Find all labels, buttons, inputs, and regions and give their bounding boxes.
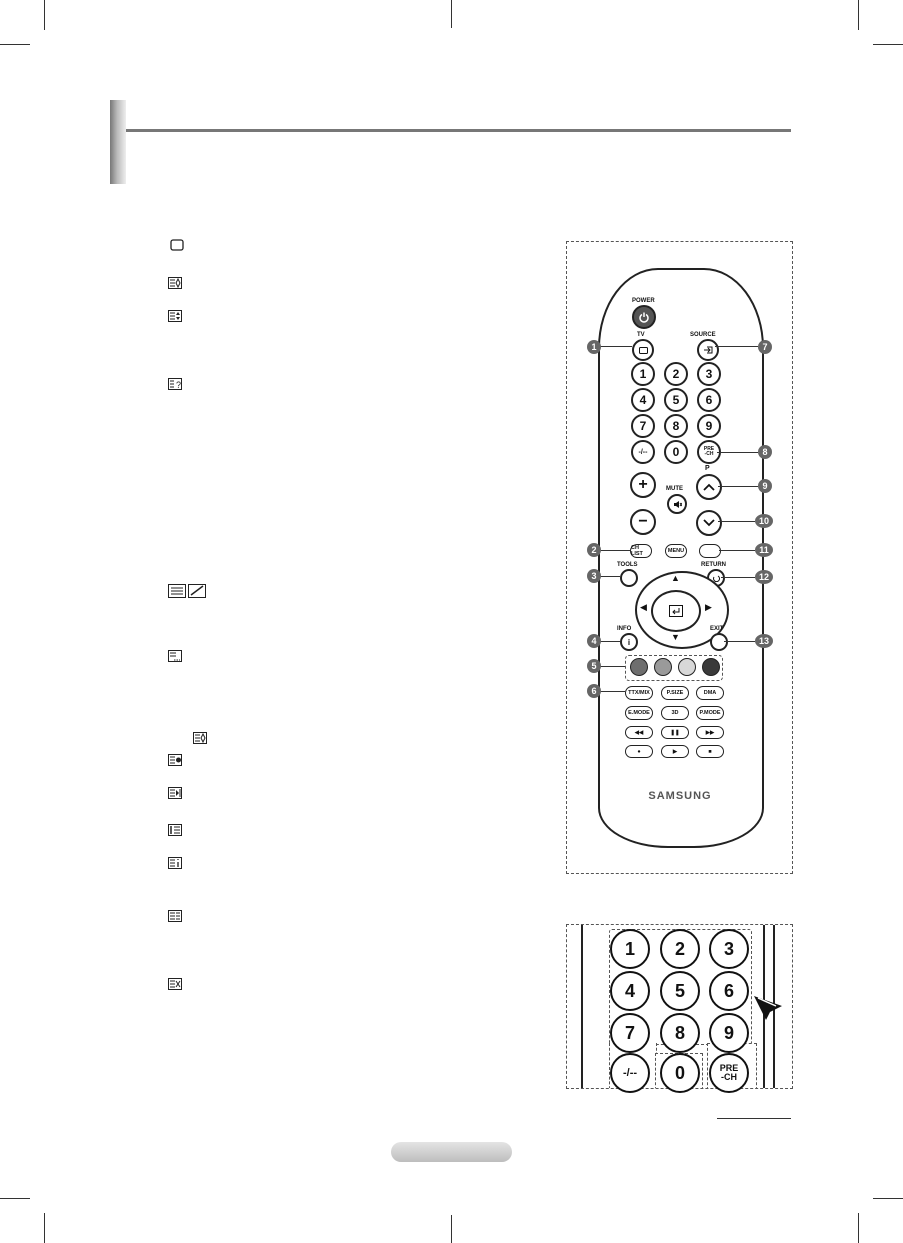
tv-mode-icon — [170, 239, 184, 251]
digit-5-button[interactable]: 5 — [664, 388, 688, 412]
zoom-digit-2-button[interactable]: 2 — [660, 929, 700, 969]
callout-11: 11 — [755, 543, 773, 557]
pointer-arrow-icon — [752, 990, 784, 1027]
crop-mark — [44, 1213, 45, 1243]
zoom-digit-9-button[interactable]: 9 — [709, 1013, 749, 1053]
digit-0-button[interactable]: 0 — [664, 440, 688, 464]
teletext-size-alt-icon — [168, 910, 182, 922]
teletext-cancel-icon — [168, 650, 182, 662]
callout-4: 4 — [587, 634, 601, 648]
svg-text:?: ? — [176, 380, 182, 390]
callout-13: 13 — [755, 634, 773, 648]
callout-line — [599, 641, 620, 642]
page-number-pill — [391, 1142, 512, 1162]
digit-9-button[interactable]: 9 — [697, 414, 721, 438]
channel-down-button[interactable] — [696, 510, 722, 536]
callout-line — [599, 550, 630, 551]
zoom-digit-7-button[interactable]: 7 — [610, 1013, 650, 1053]
crop-mark — [858, 0, 859, 30]
pre-ch-line1: PRE — [719, 1063, 739, 1073]
channel-p-label: P — [705, 465, 710, 472]
crop-mark — [451, 0, 452, 28]
source-label: SOURCE — [690, 332, 716, 338]
pre-ch-button[interactable]: PRE -CH — [697, 440, 721, 464]
brand-logo: SAMSUNG — [648, 790, 712, 802]
channel-up-button[interactable] — [696, 474, 722, 500]
info-label: INFO — [617, 626, 632, 632]
info-button[interactable]: i — [620, 633, 638, 651]
exit-label: EXIT — [710, 626, 724, 632]
teletext-reveal-icon — [168, 378, 182, 390]
crop-mark — [44, 0, 45, 30]
yellow-color-button[interactable] — [678, 658, 696, 676]
header-rule — [126, 129, 791, 132]
tv-button[interactable] — [632, 339, 654, 361]
callout-12: 12 — [755, 570, 773, 584]
callout-line — [724, 641, 755, 642]
crop-mark — [0, 44, 30, 45]
teletext-index-icon — [168, 857, 182, 869]
digit-8-button[interactable]: 8 — [664, 414, 688, 438]
callout-line — [719, 550, 755, 551]
callout-line — [718, 521, 755, 522]
3d-button[interactable]: 3D — [661, 706, 689, 720]
red-color-button[interactable] — [630, 658, 648, 676]
teletext-mix-icon — [168, 584, 206, 598]
header-block — [110, 100, 126, 184]
callout-2: 2 — [587, 543, 601, 557]
callout-line — [721, 577, 755, 578]
pause-button[interactable]: ❚❚ — [661, 726, 689, 739]
zoom-digit-0-button[interactable]: 0 — [660, 1053, 700, 1093]
tv-label: TV — [637, 332, 645, 338]
teletext-subpage-icon — [168, 787, 182, 799]
zoom-digit-4-button[interactable]: 4 — [610, 971, 650, 1011]
exit-button[interactable] — [710, 633, 728, 651]
callout-10: 10 — [755, 514, 773, 528]
record-button[interactable]: ● — [625, 745, 653, 758]
callout-line — [715, 346, 758, 347]
e-mode-button[interactable]: E.MODE — [625, 706, 653, 720]
ch-list-button[interactable]: CH LIST — [630, 544, 652, 558]
wiselink-button[interactable] — [699, 544, 721, 558]
callout-1: 1 — [587, 340, 601, 354]
mute-button[interactable] — [667, 494, 687, 514]
fast-forward-button[interactable]: ▶▶ — [696, 726, 724, 739]
stop-button[interactable]: ■ — [696, 745, 724, 758]
callout-7: 7 — [758, 340, 772, 354]
teletext-exit-icon — [168, 978, 182, 990]
rewind-button[interactable]: ◀◀ — [625, 726, 653, 739]
power-button[interactable] — [632, 305, 656, 329]
return-label: RETURN — [701, 562, 726, 568]
zoom-digit-8-button[interactable]: 8 — [660, 1013, 700, 1053]
nav-down-arrow[interactable]: ▼ — [671, 632, 680, 642]
callout-6: 6 — [587, 684, 601, 698]
callout-line — [599, 576, 620, 577]
digit-6-button[interactable]: 6 — [697, 388, 721, 412]
nav-right-arrow[interactable]: ▶ — [705, 602, 712, 612]
volume-down-button[interactable]: − — [630, 509, 656, 535]
callout-8: 8 — [758, 445, 772, 459]
teletext-mode-icon — [168, 754, 182, 766]
pre-ch-line2: -CH — [721, 1072, 737, 1082]
callout-line — [718, 486, 758, 487]
crop-mark — [0, 1198, 30, 1199]
teletext-hold-inline-icon — [193, 732, 207, 744]
callout-line — [599, 346, 632, 347]
tools-button[interactable] — [620, 569, 638, 587]
crop-mark — [873, 44, 903, 45]
p-mode-button[interactable]: P.MODE — [696, 706, 724, 720]
remote-control — [598, 268, 764, 848]
callout-5: 5 — [587, 659, 601, 673]
zoom-digit-1-button[interactable]: 1 — [610, 929, 650, 969]
dash-button[interactable]: -/-- — [631, 440, 655, 464]
volume-up-button[interactable]: + — [630, 472, 656, 498]
teletext-store-icon — [168, 824, 182, 836]
callout-3: 3 — [587, 569, 601, 583]
zoom-digit-5-button[interactable]: 5 — [660, 971, 700, 1011]
nav-left-arrow[interactable]: ◀ — [640, 602, 647, 612]
dma-button[interactable]: DMA — [696, 686, 724, 700]
power-label: POWER — [632, 298, 655, 304]
digit-3-button[interactable]: 3 — [697, 362, 721, 386]
continue-rule — [717, 1118, 791, 1119]
enter-button[interactable] — [651, 590, 701, 632]
callout-line — [717, 452, 758, 453]
digit-2-button[interactable]: 2 — [664, 362, 688, 386]
zoom-pre-ch-button[interactable] — [709, 1053, 749, 1093]
crop-mark — [873, 1198, 903, 1199]
ttx-mix-button[interactable]: TTX/MIX — [625, 686, 653, 700]
callout-line — [599, 691, 625, 692]
digit-4-button[interactable]: 4 — [631, 388, 655, 412]
crop-mark — [451, 1215, 452, 1243]
crop-mark — [858, 1213, 859, 1243]
zoom-digit-6-button[interactable]: 6 — [709, 971, 749, 1011]
digit-1-button[interactable]: 1 — [631, 362, 655, 386]
teletext-hold-icon — [168, 277, 182, 289]
p-size-button[interactable]: P.SIZE — [661, 686, 689, 700]
callout-9: 9 — [758, 479, 772, 493]
blue-color-button[interactable] — [702, 658, 720, 676]
nav-up-arrow[interactable]: ▲ — [671, 573, 680, 583]
callout-line — [599, 666, 625, 667]
green-color-button[interactable] — [654, 658, 672, 676]
menu-button[interactable]: MENU — [665, 544, 687, 558]
digit-7-button[interactable]: 7 — [631, 414, 655, 438]
mute-label: MUTE — [666, 486, 683, 492]
teletext-size-icon — [168, 310, 182, 322]
play-button[interactable]: ▶ — [661, 745, 689, 758]
source-button[interactable] — [697, 339, 719, 361]
zoom-digit-3-button[interactable]: 3 — [709, 929, 749, 969]
tools-label: TOOLS — [617, 562, 638, 568]
zoom-dash-button[interactable]: -/-- — [610, 1053, 650, 1093]
